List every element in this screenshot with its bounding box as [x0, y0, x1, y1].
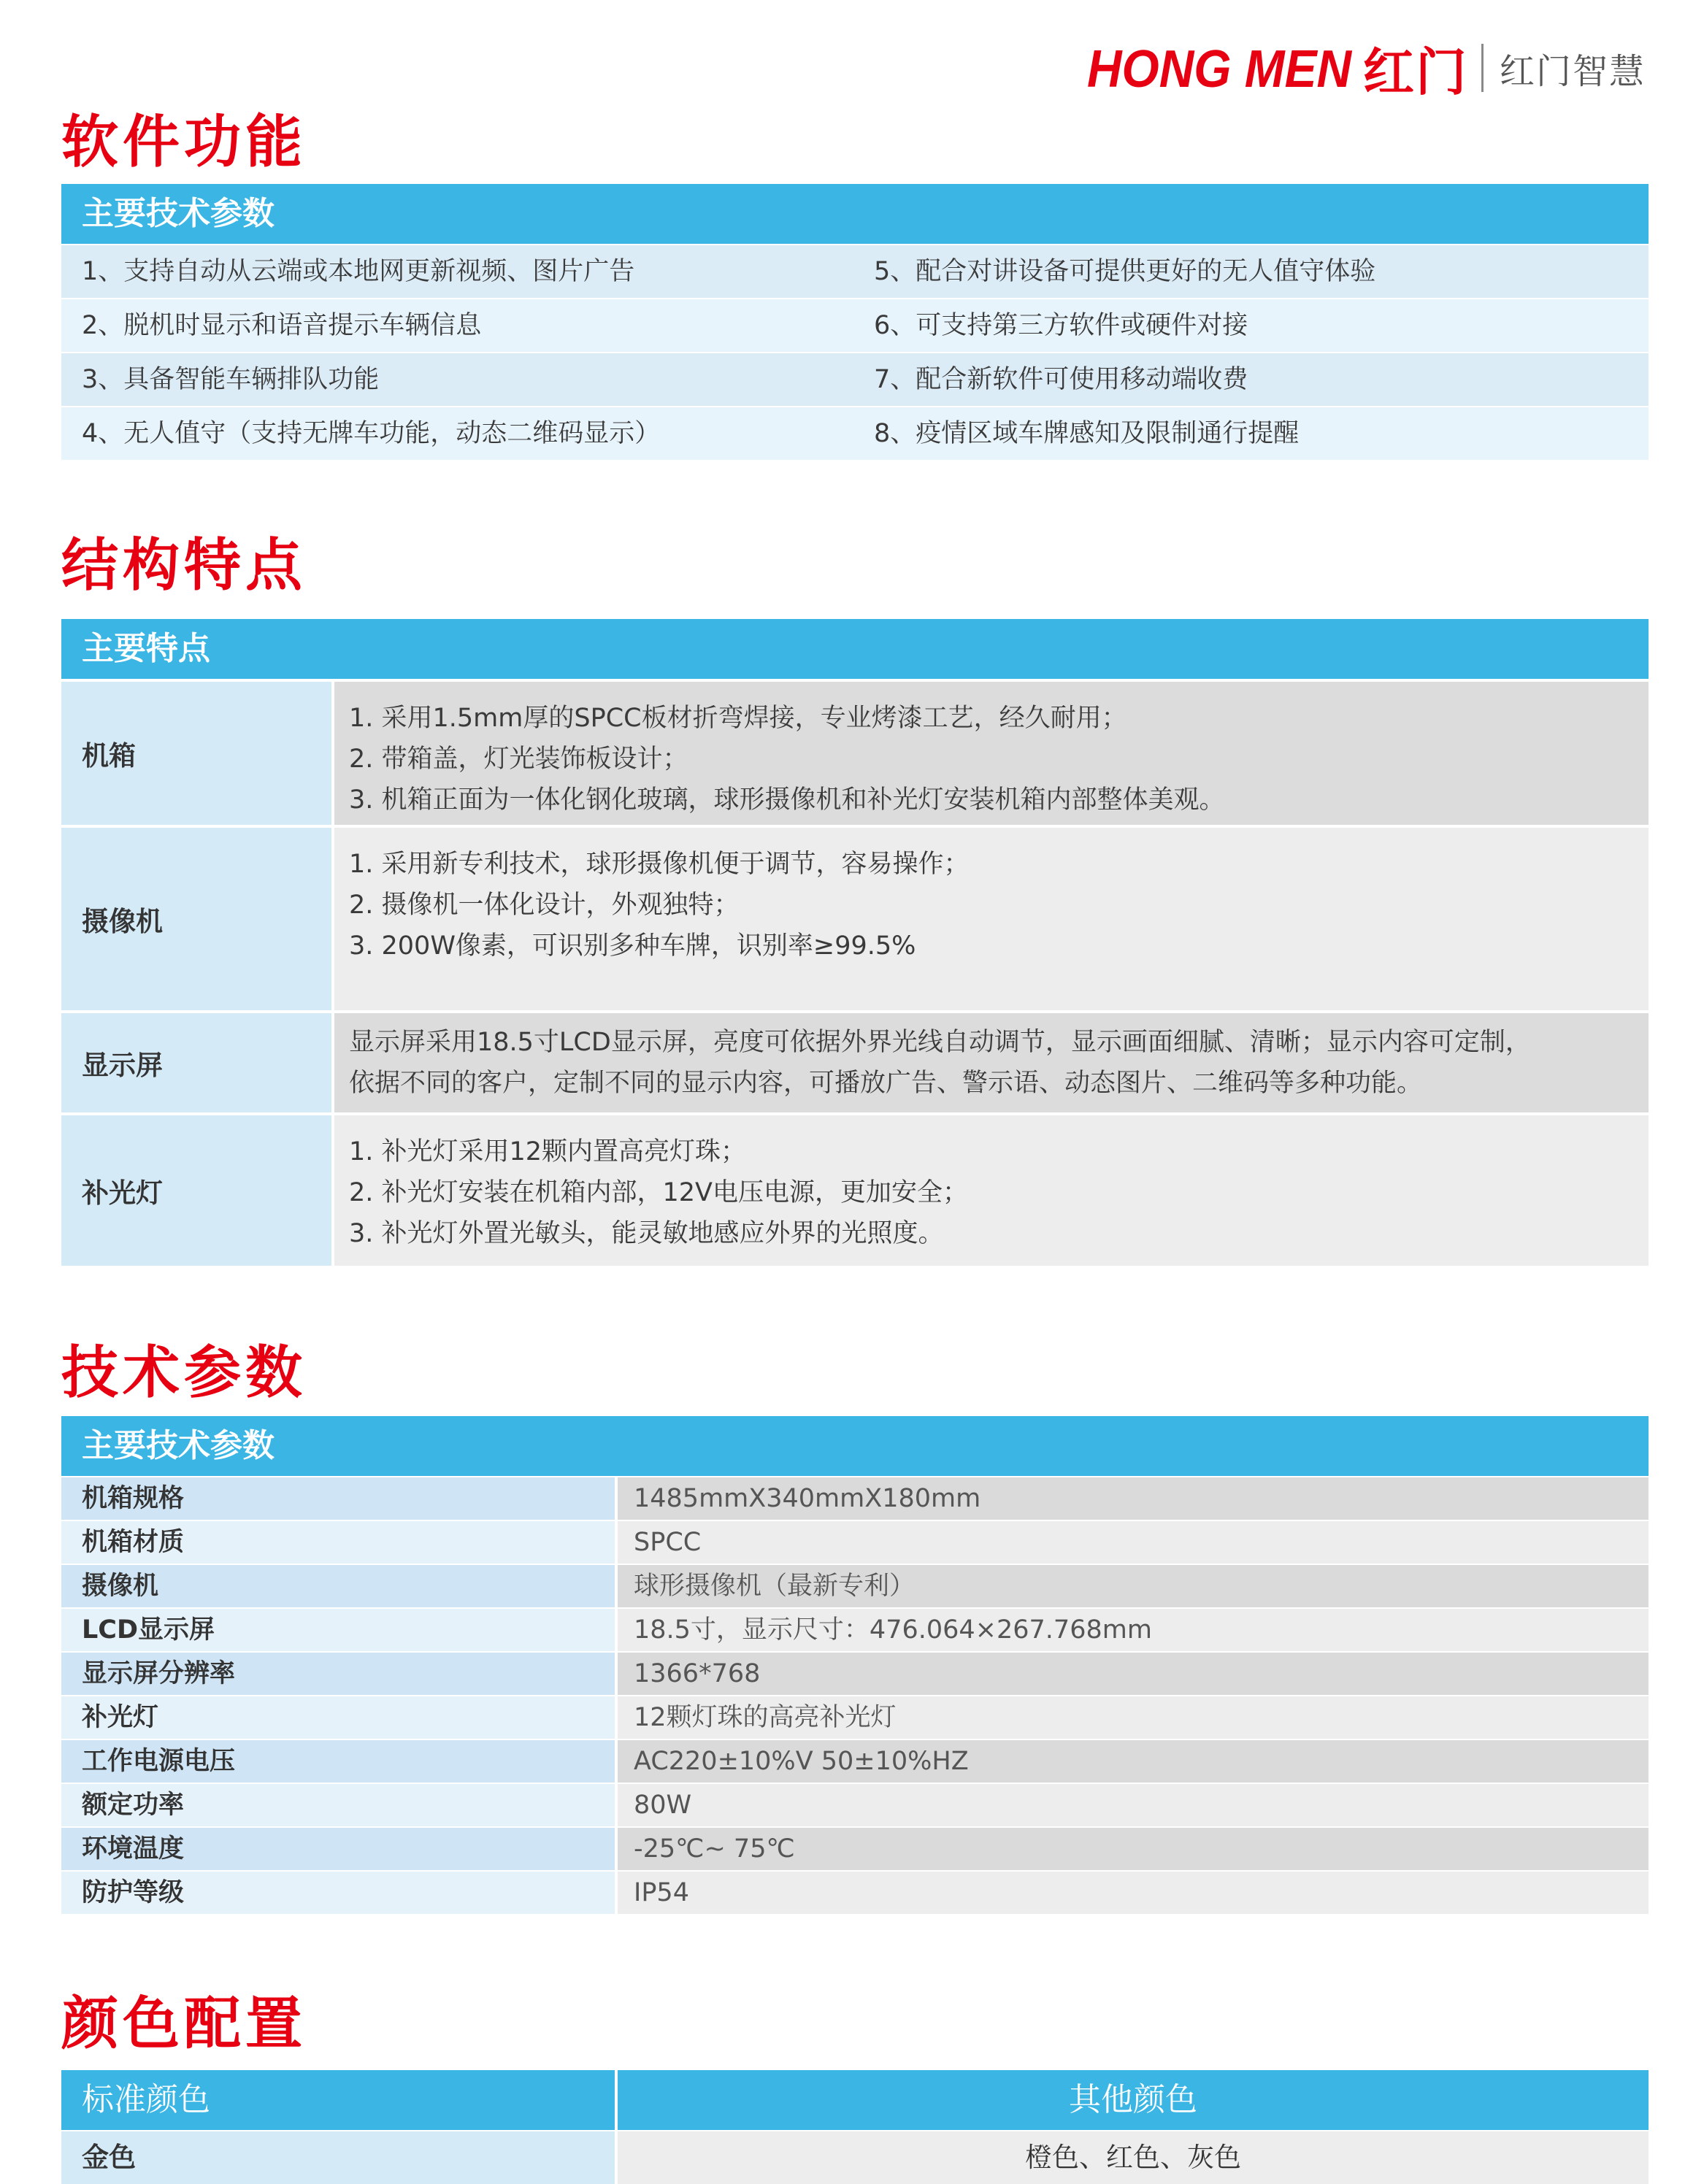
structure-label: 补光灯 [61, 1115, 331, 1266]
structure-row-display [61, 1013, 1649, 1112]
desc-line: 1. 采用新专利技术，球形摄像机便于调节，容易操作； [349, 850, 970, 879]
standard-color-value: 金色 [61, 2131, 615, 2184]
feature-item: 1、支持自动从云端或本地网更新视频、图片广告 [82, 257, 635, 286]
feature-item: 7、配合新软件可使用移动端收费 [874, 365, 1248, 394]
colors-table [61, 2070, 1649, 2184]
hongmen-logo [1087, 39, 1357, 97]
structure-row-chassis [61, 682, 1649, 825]
desc-line: 2. 补光灯安装在机箱内部，12V电压电源，更加安全； [349, 1178, 968, 1207]
table-row [61, 1740, 1649, 1783]
desc-line: 1. 采用1.5mm厚的SPCC板材折弯焊接，专业烤漆工艺，经久耐用； [349, 704, 1127, 733]
spec-value: -25℃~ 75℃ [618, 1828, 1649, 1870]
spec-key: 工作电源电压 [61, 1740, 615, 1783]
software-table [61, 184, 1649, 460]
spec-key: 防护等级 [61, 1872, 615, 1914]
structure-table [61, 619, 1649, 1266]
structure-row-camera [61, 828, 1649, 1010]
desc-line: 2. 摄像机一体化设计，外观独特； [349, 891, 740, 920]
specs-title: 技术参数 [61, 1340, 307, 1406]
brand-name-cn: 红门 [1362, 42, 1468, 102]
spec-key: 环境温度 [61, 1828, 615, 1870]
spec-value: AC220±10%V 50±10%HZ [618, 1740, 1649, 1783]
table-row [61, 1609, 1649, 1651]
spec-key: 额定功率 [61, 1784, 615, 1826]
feature-item: 8、疫情区域车牌感知及限制通行提醒 [874, 419, 1300, 448]
table-row [61, 2131, 1649, 2184]
svg-text:HONG MEN: HONG MEN [1086, 40, 1353, 97]
spec-key: 机箱规格 [61, 1477, 615, 1520]
structure-row-fill-light [61, 1115, 1649, 1266]
structure-desc [334, 1013, 1649, 1112]
desc-line: 3. 补光灯外置光敏头，能灵敏地感应外界的光照度。 [349, 1219, 944, 1248]
table-row [61, 1565, 1649, 1607]
spec-key: 机箱材质 [61, 1521, 615, 1564]
feature-item: 2、脱机时显示和语音提示车辆信息 [82, 311, 482, 340]
other-color-value: 橙色、红色、灰色 [618, 2131, 1649, 2184]
spec-key: 显示屏分辨率 [61, 1653, 615, 1695]
table-row [61, 299, 1649, 352]
brand-divider [1481, 44, 1484, 92]
table-row [61, 1696, 1649, 1739]
spec-value: 1485mmX340mmX180mm [618, 1477, 1649, 1520]
desc-line: 3. 200W像素，可识别多种车牌，识别率≥99.5% [349, 931, 916, 961]
desc-line: 显示屏采用18.5寸LCD显示屏，亮度可依据外界光线自动调节，显示画面细腻、清晰；显示内容可定制， [349, 1028, 1531, 1057]
table-row [61, 245, 1649, 298]
table-row [61, 1521, 1649, 1564]
structure-desc [334, 1115, 1649, 1266]
structure-label: 摄像机 [61, 828, 331, 1010]
software-header: 主要技术参数 [61, 184, 1649, 244]
brand-tagline: 红门智慧 [1499, 50, 1646, 92]
feature-item: 6、可支持第三方软件或硬件对接 [874, 311, 1248, 340]
brand-header [1087, 35, 1646, 101]
structure-desc [334, 828, 1649, 1010]
table-row [61, 1784, 1649, 1826]
desc-line: 2. 带箱盖，灯光装饰板设计； [349, 745, 688, 774]
desc-line: 1. 补光灯采用12颗内置高亮灯珠； [349, 1137, 747, 1166]
spec-value: 1366*768 [618, 1653, 1649, 1695]
spec-value: 80W [618, 1784, 1649, 1826]
spec-value: SPCC [618, 1521, 1649, 1564]
colors-header-row [61, 2070, 1649, 2130]
other-color-header: 其他颜色 [618, 2070, 1649, 2130]
table-row [61, 1828, 1649, 1870]
table-row [61, 353, 1649, 406]
spec-value: 18.5寸，显示尺寸：476.064×267.768mm [618, 1609, 1649, 1651]
table-row [61, 1477, 1649, 1520]
structure-title: 结构特点 [61, 533, 307, 599]
table-row [61, 1653, 1649, 1695]
software-title: 软件功能 [61, 109, 307, 175]
feature-item: 4、无人值守（支持无牌车功能，动态二维码显示） [82, 419, 661, 448]
spec-key: 补光灯 [61, 1696, 615, 1739]
spec-key: 摄像机 [61, 1565, 615, 1607]
spec-value: 12颗灯珠的高亮补光灯 [618, 1696, 1649, 1739]
colors-title: 颜色配置 [61, 1991, 307, 2057]
specs-header: 主要技术参数 [61, 1416, 1649, 1476]
spec-value: IP54 [618, 1872, 1649, 1914]
standard-color-header: 标准颜色 [61, 2070, 615, 2130]
desc-line: 3. 机箱正面为一体化钢化玻璃，球形摄像机和补光灯安装机箱内部整体美观。 [349, 785, 1225, 815]
feature-item: 3、具备智能车辆排队功能 [82, 365, 380, 394]
specs-table [61, 1416, 1649, 1914]
structure-label: 机箱 [61, 682, 331, 825]
spec-key: LCD显示屏 [61, 1609, 615, 1651]
desc-line: 依据不同的客户，定制不同的显示内容，可播放广告、警示语、动态图片、二维码等多种功能。 [349, 1069, 1423, 1098]
structure-header: 主要特点 [61, 619, 1649, 679]
feature-item: 5、配合对讲设备可提供更好的无人值守体验 [874, 257, 1376, 286]
table-row [61, 1872, 1649, 1914]
structure-label: 显示屏 [61, 1013, 331, 1112]
structure-desc [334, 682, 1649, 825]
spec-value: 球形摄像机（最新专利） [618, 1565, 1649, 1607]
table-row [61, 407, 1649, 460]
